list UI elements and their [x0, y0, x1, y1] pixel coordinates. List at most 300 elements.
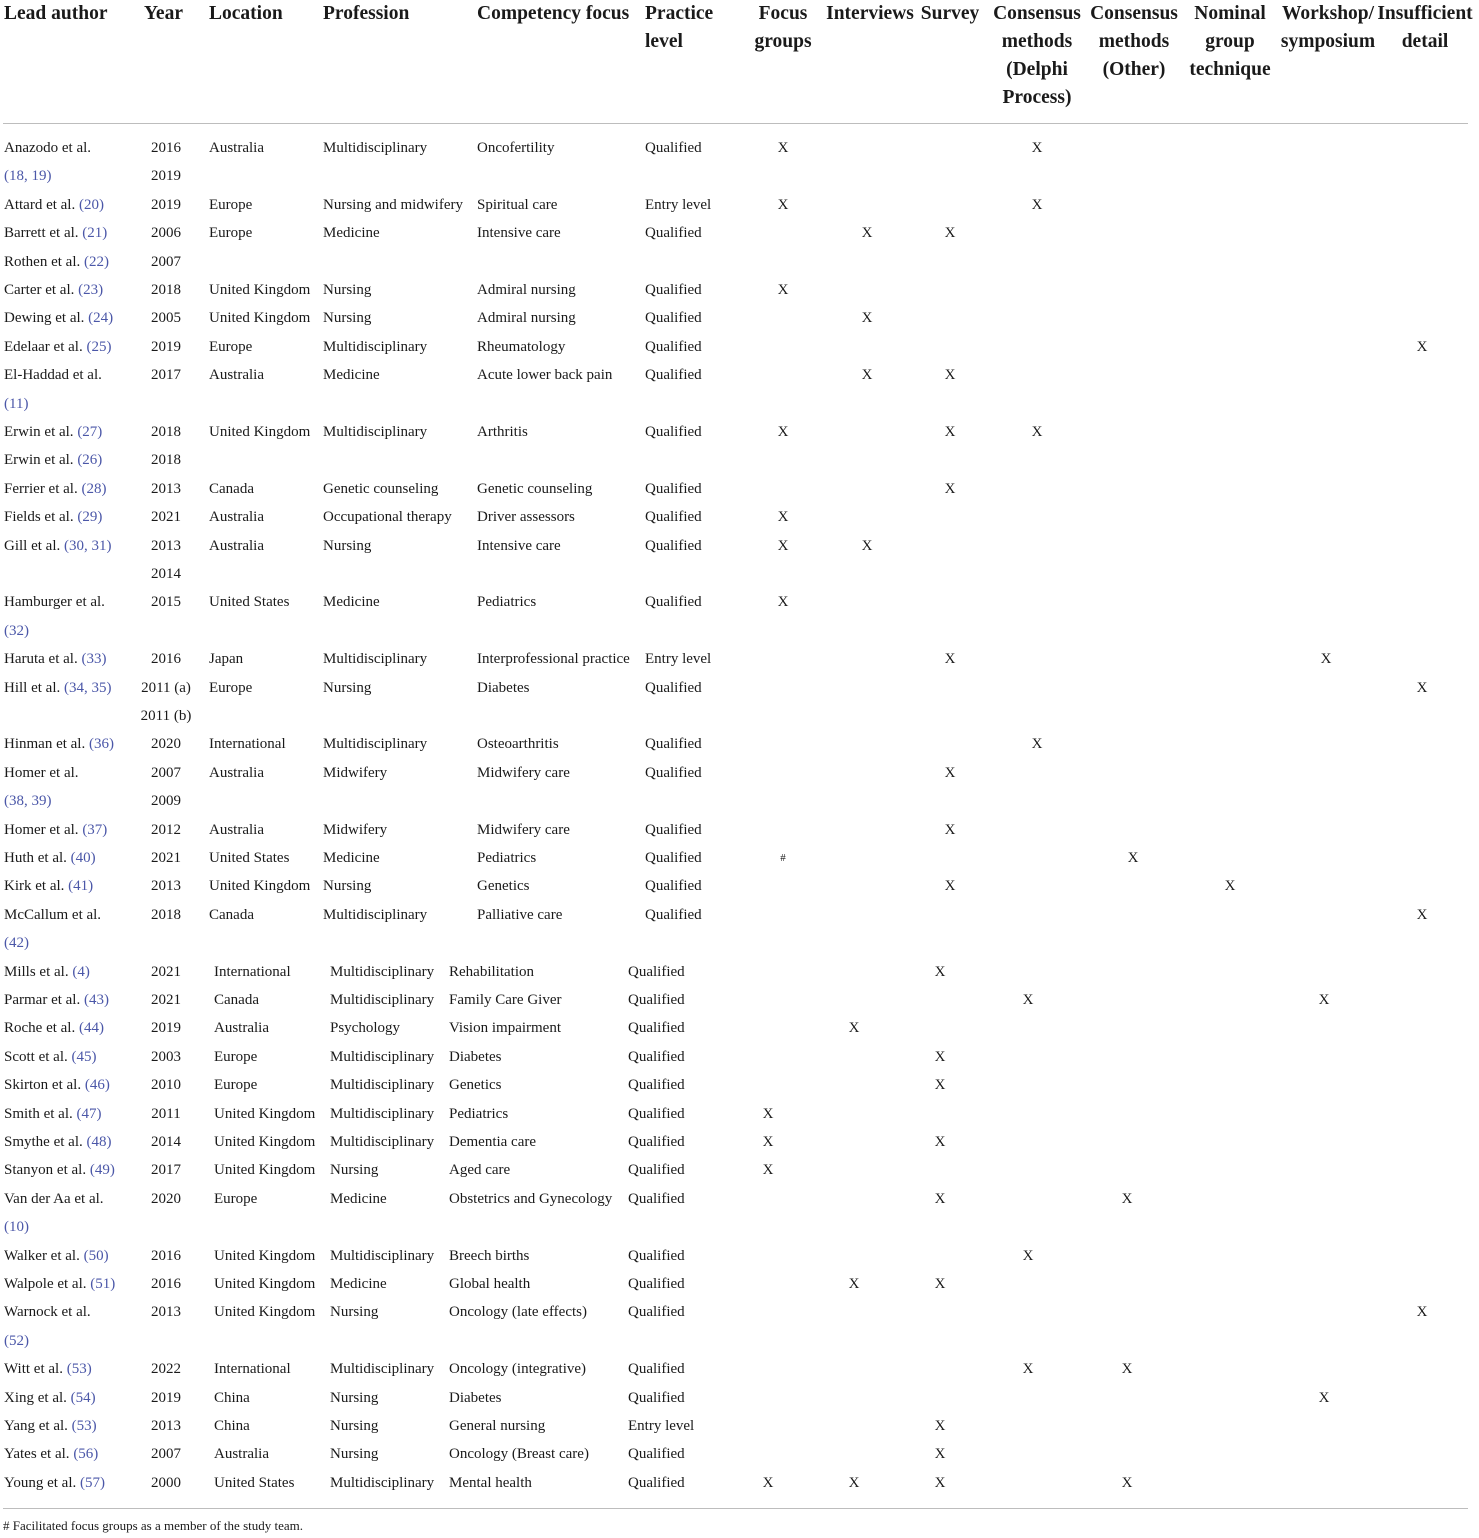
year-cell: 2011: [151, 1105, 181, 1122]
lead-author-cell: [4, 820, 107, 840]
year-cell: 2007: [151, 764, 181, 781]
location-cell: Australia: [209, 509, 264, 526]
reference-link[interactable]: (47): [76, 1105, 102, 1122]
competency-focus-cell: Midwifery care: [477, 821, 570, 838]
reference-link[interactable]: (53): [66, 1361, 92, 1378]
profession-cell: Multidisciplinary: [330, 1247, 435, 1264]
method-mark: X: [1127, 850, 1139, 866]
competency-focus-cell: Oncology (Breast care): [449, 1446, 589, 1463]
location-cell: Australia: [209, 764, 264, 781]
header-lead-author: Lead author: [4, 3, 108, 24]
reference-link[interactable]: (18, 19): [4, 168, 52, 185]
author-name: Carter et al.: [4, 282, 79, 298]
competency-focus-cell: Intensive care: [477, 537, 561, 554]
location-cell: United Kingdom: [214, 1304, 316, 1321]
author-name: Fields et al.: [4, 509, 78, 526]
competency-focus-cell: Midwifery care: [477, 764, 570, 781]
location-cell: United Kingdom: [209, 310, 311, 327]
location-cell: United Kingdom: [209, 424, 311, 440]
lead-author-cell: [4, 280, 103, 300]
lead-author-cell: [4, 1047, 97, 1067]
lead-author-cell: [4, 195, 104, 215]
method-mark: X: [1121, 1474, 1133, 1491]
practice-level-cell: Qualified: [628, 1105, 685, 1122]
year-cell: 2000: [151, 1474, 181, 1491]
reference-link[interactable]: (29): [77, 509, 103, 526]
method-mark: X: [1224, 878, 1236, 895]
profession-cell: Nursing: [323, 878, 372, 895]
method-mark: X: [934, 963, 946, 980]
reference-link[interactable]: (10): [4, 1219, 29, 1236]
lead-author-cell: [4, 678, 112, 698]
practice-level-cell: Qualified: [645, 850, 702, 866]
location-cell: Europe: [214, 1077, 258, 1094]
competency-focus-cell: Obstetrics and Gynecology: [449, 1190, 613, 1207]
location-cell: International: [209, 736, 286, 753]
author-name: Van der Aa et al.: [4, 1190, 104, 1207]
author-name: Erwin et al.: [4, 452, 78, 469]
lead-author-cell: [4, 1298, 91, 1355]
reference-link[interactable]: (24): [88, 310, 114, 327]
author-name: Smythe et al.: [4, 1134, 87, 1150]
lead-author-cell: [4, 1132, 112, 1152]
year-cell: 2021: [151, 509, 181, 526]
competency-focus-cell: Pediatrics: [449, 1105, 509, 1122]
competency-focus-cell: Diabetes: [449, 1389, 502, 1406]
method-mark: X: [944, 764, 956, 781]
author-name: Rothen et al.: [4, 253, 84, 270]
reference-link[interactable]: (21): [82, 225, 108, 242]
method-mark: X: [944, 651, 956, 668]
year-cell: 2010: [151, 1077, 181, 1094]
year-cell: 2016: [151, 1276, 181, 1292]
location-cell: Australia: [214, 1446, 269, 1463]
year-cell: 2014: [151, 1134, 181, 1150]
year-cell: 2013: [151, 537, 181, 554]
lead-author-cell: [4, 361, 102, 418]
year-cell: 2011 (a): [141, 679, 191, 696]
year-cell: 2007: [151, 1446, 181, 1463]
practice-level-cell: Qualified: [628, 992, 685, 1008]
profession-cell: Midwifery: [323, 764, 388, 781]
lead-author-cell: [4, 1246, 109, 1266]
location-cell: Europe: [209, 196, 253, 213]
lead-author-cell: [4, 1444, 98, 1464]
method-mark: X: [861, 225, 873, 242]
reference-link[interactable]: (52): [4, 1332, 29, 1349]
author-name: Haruta et al.: [4, 651, 82, 668]
profession-cell: Psychology: [330, 1020, 401, 1037]
lead-author-cell: [4, 848, 96, 868]
practice-level-cell: Qualified: [645, 225, 702, 242]
practice-level-cell: Qualified: [645, 537, 702, 554]
practice-level-cell: Qualified: [628, 1276, 685, 1292]
location-cell: Japan: [209, 651, 244, 668]
method-mark: X: [944, 821, 956, 838]
method-mark: X: [1022, 1361, 1034, 1378]
year-cell: 2016: [151, 140, 181, 156]
competency-focus-cell: Acute lower back pain: [477, 367, 613, 384]
lead-author-cell: [4, 337, 111, 357]
competency-focus-cell: Oncology (late effects): [449, 1304, 587, 1321]
lead-author-cell: [4, 649, 106, 669]
reference-link[interactable]: (48): [86, 1134, 112, 1150]
method-mark: X: [944, 424, 956, 440]
location-cell: Australia: [209, 140, 264, 156]
competency-focus-cell: Diabetes: [477, 679, 530, 696]
competency-focus-cell: Rehabilitation: [449, 963, 534, 980]
method-mark: X: [1031, 736, 1043, 753]
lead-author-cell: [4, 1104, 102, 1124]
author-name: Warnock et al.: [4, 1304, 91, 1321]
year-cell: 2013: [151, 1304, 181, 1321]
author-name: Ferrier et al.: [4, 480, 82, 497]
lead-author-cell: [4, 1388, 96, 1408]
profession-cell: Medicine: [330, 1190, 387, 1207]
reference-link[interactable]: (26): [77, 452, 103, 469]
author-name: Hill et al.: [4, 679, 64, 696]
practice-level-cell: Qualified: [645, 310, 702, 327]
location-cell: Europe: [209, 338, 253, 355]
practice-level-cell: Qualified: [628, 1190, 685, 1207]
reference-link[interactable]: (37): [82, 821, 108, 838]
method-mark: X: [934, 1077, 946, 1094]
method-mark: X: [848, 1020, 860, 1037]
practice-level-cell: Qualified: [645, 821, 702, 838]
year-cell: 2019: [151, 338, 181, 355]
method-mark: X: [1031, 424, 1043, 440]
reference-link[interactable]: (20): [78, 196, 104, 213]
reference-link[interactable]: (41): [68, 878, 94, 895]
reference-link[interactable]: (34, 35): [64, 679, 112, 696]
header-nominal-group: Nominal group technique: [1189, 3, 1271, 80]
year-cell: 2015: [151, 594, 181, 611]
table-footnote: # Facilitated focus groups as a member of the study team.: [3, 1518, 304, 1533]
reference-link[interactable]: (50): [83, 1247, 109, 1264]
profession-cell: Multidisciplinary: [323, 140, 428, 156]
lead-author-cell: [4, 507, 102, 527]
method-mark: X: [1022, 992, 1034, 1008]
method-mark: X: [1121, 1190, 1133, 1207]
lead-author-cell: [4, 422, 102, 442]
competency-focus-cell: Pediatrics: [477, 850, 537, 866]
practice-level-cell: Qualified: [645, 594, 702, 611]
location-cell: United Kingdom: [214, 1134, 316, 1150]
author-name: Erwin et al.: [4, 424, 78, 440]
header-insufficient-detail: Insufficient detail: [1377, 3, 1473, 52]
method-mark: X: [944, 480, 956, 497]
location-cell: Europe: [209, 679, 253, 696]
reference-link[interactable]: (57): [79, 1474, 105, 1491]
reference-link[interactable]: (56): [73, 1446, 99, 1463]
profession-cell: Nursing: [330, 1162, 379, 1179]
year-cell: 2018: [151, 282, 181, 298]
year-cell: 2016: [151, 651, 181, 668]
lead-author-cell: [4, 1018, 104, 1038]
profession-cell: Multidisciplinary: [323, 338, 428, 355]
author-name: Gill et al.: [4, 537, 64, 554]
profession-cell: Multidisciplinary: [330, 1048, 435, 1065]
reference-link[interactable]: (51): [90, 1276, 116, 1292]
location-cell: United States: [214, 1474, 295, 1491]
reference-link[interactable]: (43): [83, 992, 109, 1008]
year-cell: 2007: [151, 253, 181, 270]
lead-author-cell: [4, 1359, 92, 1379]
lead-author-cell: [4, 134, 91, 191]
author-name: Walker et al.: [4, 1247, 84, 1264]
year-cell: 2012: [151, 821, 181, 838]
competency-focus-cell: Pediatrics: [477, 594, 537, 611]
year-cell: 2019: [151, 168, 181, 185]
method-mark: X: [777, 140, 789, 156]
lead-author-cell: [4, 1274, 115, 1294]
profession-cell: Multidisciplinary: [323, 906, 428, 923]
profession-cell: Multidisciplinary: [330, 1077, 435, 1094]
profession-cell: Multidisciplinary: [323, 736, 428, 753]
competency-focus-cell: Rheumatology: [477, 338, 566, 355]
method-mark: X: [934, 1134, 946, 1150]
author-name: Xing et al.: [4, 1389, 71, 1406]
location-cell: United Kingdom: [209, 282, 311, 298]
lead-author-cell: [4, 759, 79, 816]
method-mark: X: [777, 594, 789, 611]
competency-focus-cell: Global health: [449, 1276, 531, 1292]
header-consensus-delphi: Consensus methods (Delphi Process): [993, 3, 1081, 108]
method-mark: X: [1416, 1304, 1428, 1321]
lead-author-cell: [4, 252, 109, 272]
year-cell: 2005: [151, 310, 181, 327]
practice-level-cell: Qualified: [645, 509, 702, 526]
location-cell: Australia: [209, 821, 264, 838]
profession-cell: Medicine: [323, 594, 380, 611]
method-mark: X: [777, 282, 789, 298]
header-workshop-symposium: Workshop/ symposium: [1280, 3, 1376, 52]
profession-cell: Multidisciplinary: [323, 651, 428, 668]
reference-link[interactable]: (4): [72, 963, 90, 980]
lead-author-cell: [4, 734, 114, 754]
competency-focus-cell: Vision impairment: [449, 1020, 562, 1037]
method-mark: X: [762, 1134, 774, 1150]
author-name: Scott et al.: [4, 1048, 72, 1065]
author-name: Mills et al.: [4, 963, 73, 980]
lead-author-cell: [4, 876, 93, 896]
location-cell: Europe: [209, 225, 253, 242]
author-name: Barrett et al.: [4, 225, 83, 242]
competency-focus-cell: Driver assessors: [477, 509, 575, 526]
author-name: Hamburger et al.: [4, 594, 105, 611]
author-name: Huth et al.: [4, 850, 71, 866]
reference-link[interactable]: (45): [71, 1048, 97, 1065]
author-name: Walpole et al.: [4, 1276, 91, 1292]
author-name: McCallum et al.: [4, 906, 102, 923]
header-practice-level: Practice level: [645, 3, 714, 52]
lead-author-cell: [4, 1075, 110, 1095]
competency-focus-cell: Oncofertility: [477, 140, 555, 156]
method-mark: X: [1318, 1389, 1330, 1406]
method-mark: X: [1416, 338, 1428, 355]
competency-focus-cell: Admiral nursing: [477, 310, 576, 327]
reference-link[interactable]: (28): [81, 480, 107, 497]
method-mark: X: [944, 367, 956, 384]
practice-level-cell: Qualified: [628, 1474, 685, 1491]
competency-focus-cell: Osteoarthritis: [477, 736, 559, 753]
year-cell: 2017: [151, 367, 181, 384]
competency-focus-cell: Spiritual care: [477, 196, 558, 213]
method-mark: X: [934, 1474, 946, 1491]
location-cell: China: [214, 1418, 250, 1434]
author-name: Witt et al.: [4, 1361, 67, 1378]
lead-author-cell: [4, 588, 105, 645]
profession-cell: Multidisciplinary: [330, 1134, 435, 1150]
reference-link[interactable]: (53): [71, 1418, 97, 1434]
location-cell: Canada: [209, 480, 254, 497]
method-mark: X: [934, 1276, 946, 1292]
method-mark: X: [848, 1474, 860, 1491]
year-cell: 2019: [151, 1020, 181, 1037]
author-name: Edelaar et al.: [4, 338, 87, 355]
method-mark: X: [1121, 1361, 1133, 1378]
competency-focus-cell: Breech births: [449, 1247, 530, 1264]
practice-level-cell: Qualified: [645, 764, 702, 781]
lead-author-cell: [4, 962, 90, 982]
method-mark: X: [1031, 140, 1043, 156]
author-name: Yates et al.: [4, 1446, 74, 1463]
reference-link[interactable]: (11): [4, 395, 29, 412]
method-mark: X: [944, 878, 956, 895]
profession-cell: Multidisciplinary: [330, 963, 435, 980]
author-name: Hinman et al.: [4, 736, 89, 753]
year-cell: 2018: [151, 452, 181, 469]
practice-level-cell: Qualified: [628, 1361, 685, 1378]
method-mark: #: [780, 852, 786, 864]
reference-link[interactable]: (46): [84, 1077, 110, 1094]
method-mark: X: [1031, 196, 1043, 213]
method-mark: X: [1416, 679, 1428, 696]
method-mark: X: [777, 509, 789, 526]
competency-focus-cell: Genetic counseling: [477, 480, 593, 497]
profession-cell: Nursing: [323, 310, 372, 327]
profession-cell: Medicine: [323, 850, 380, 866]
year-cell: 2013: [151, 1418, 181, 1434]
year-cell: 2016: [151, 1247, 181, 1264]
reference-link[interactable]: (25): [86, 338, 112, 355]
method-mark: X: [762, 1162, 774, 1179]
year-cell: 2018: [151, 906, 181, 923]
method-mark: X: [777, 537, 789, 554]
reference-link[interactable]: (49): [89, 1162, 115, 1179]
lead-author-cell: [4, 1416, 97, 1436]
practice-level-cell: Entry level: [645, 196, 712, 213]
profession-cell: Medicine: [323, 367, 380, 384]
profession-cell: Multidisciplinary: [330, 992, 435, 1008]
reference-link[interactable]: (38, 39): [4, 793, 52, 810]
practice-level-cell: Qualified: [645, 679, 702, 696]
profession-cell: Nursing: [323, 537, 372, 554]
location-cell: United Kingdom: [214, 1105, 316, 1122]
lead-author-cell: [4, 1185, 104, 1242]
practice-level-cell: Qualified: [628, 1077, 685, 1094]
reference-link[interactable]: (32): [4, 622, 29, 639]
author-name: Parmar et al.: [4, 992, 84, 1008]
profession-cell: Nursing: [330, 1446, 379, 1463]
reference-link[interactable]: (40): [70, 850, 96, 866]
reference-link[interactable]: (54): [70, 1389, 96, 1406]
profession-cell: Multidisciplinary: [330, 1361, 435, 1378]
practice-level-cell: Qualified: [645, 282, 702, 298]
competency-focus-cell: Intensive care: [477, 225, 561, 242]
method-mark: X: [861, 537, 873, 554]
profession-cell: Genetic counseling: [323, 480, 439, 497]
lead-author-cell: [4, 223, 107, 243]
lead-author-cell: [4, 450, 102, 470]
practice-level-cell: Qualified: [628, 1020, 685, 1037]
profession-cell: Multidisciplinary: [330, 1474, 435, 1491]
lead-author-cell: [4, 990, 109, 1010]
year-cell: 2003: [151, 1048, 181, 1065]
year-cell: 2021: [151, 963, 181, 980]
location-cell: International: [214, 963, 291, 980]
author-name: Yang et al.: [4, 1418, 72, 1434]
competency-focus-cell: Genetics: [477, 878, 530, 895]
reference-link[interactable]: (22): [83, 253, 109, 270]
method-mark: X: [1416, 906, 1428, 923]
practice-level-cell: Entry level: [628, 1418, 695, 1434]
profession-cell: Medicine: [323, 225, 380, 242]
profession-cell: Occupational therapy: [323, 509, 452, 526]
year-cell: 2019: [151, 1389, 181, 1406]
author-name: Stanyon et al.: [4, 1162, 90, 1179]
location-cell: United Kingdom: [214, 1162, 316, 1179]
practice-level-cell: Qualified: [645, 480, 702, 497]
reference-link[interactable]: (30, 31): [64, 537, 112, 554]
location-cell: Australia: [209, 537, 264, 554]
reference-link[interactable]: (27): [77, 424, 103, 440]
reference-link[interactable]: (33): [81, 651, 107, 668]
header-profession: Profession: [323, 3, 410, 24]
reference-link[interactable]: (42): [4, 935, 29, 952]
profession-cell: Nursing: [330, 1304, 379, 1321]
practice-level-cell: Qualified: [645, 906, 702, 923]
reference-link[interactable]: (23): [78, 282, 104, 298]
lead-author-cell: [4, 308, 113, 328]
method-mark: X: [848, 1276, 860, 1292]
competency-focus-cell: Diabetes: [449, 1048, 502, 1065]
year-cell: 2020: [151, 736, 181, 753]
location-cell: International: [214, 1361, 291, 1378]
practice-level-cell: Qualified: [628, 963, 685, 980]
reference-link[interactable]: (36): [88, 736, 114, 753]
practice-level-cell: Qualified: [645, 424, 702, 440]
header-focus-groups: Focus groups: [754, 3, 812, 52]
reference-link[interactable]: (44): [78, 1020, 104, 1037]
profession-cell: Nursing: [323, 679, 372, 696]
year-cell: 2021: [151, 992, 181, 1008]
practice-level-cell: Qualified: [628, 1304, 685, 1321]
location-cell: Europe: [214, 1048, 258, 1065]
profession-cell: Nursing: [330, 1418, 379, 1434]
method-mark: X: [1320, 651, 1332, 668]
year-cell: 2018: [151, 424, 181, 440]
location-cell: United States: [209, 594, 290, 611]
profession-cell: Nursing: [323, 282, 372, 298]
practice-level-cell: Qualified: [645, 367, 702, 384]
competency-focus-cell: General nursing: [449, 1418, 546, 1434]
method-mark: X: [762, 1105, 774, 1122]
profession-cell: Midwifery: [323, 821, 388, 838]
profession-cell: Multidisciplinary: [323, 424, 428, 440]
author-name: Dewing et al.: [4, 310, 89, 327]
competency-focus-cell: Admiral nursing: [477, 282, 576, 298]
